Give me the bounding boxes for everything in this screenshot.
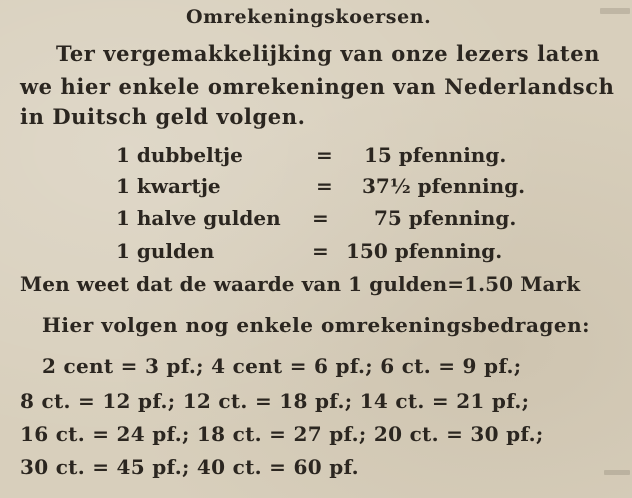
rate-amount: 1 gulden xyxy=(116,239,215,263)
rate-equals: = xyxy=(312,206,329,230)
conversion-list-line-1: 2 cent = 3 pf.; 4 cent = 6 pf.; 6 ct. = 9 pf.; xyxy=(42,354,522,378)
rate-equals: = xyxy=(312,239,329,263)
intro-line-2: we hier enkele omrekeningen van Nederlandsch xyxy=(20,74,615,99)
rate-value: 37½ pfenning. xyxy=(362,174,526,198)
conversion-list-line-3: 16 ct. = 24 pf.; 18 ct. = 27 pf.; 20 ct. = 30 pf.; xyxy=(20,422,544,446)
conversion-list-line-4: 30 ct. = 45 pf.; 40 ct. = 60 pf. xyxy=(20,455,359,479)
rate-amount: 1 dubbeltje xyxy=(116,143,243,167)
rate-value: 15 pfenning. xyxy=(364,143,507,167)
adjacent-column-fragment xyxy=(600,8,630,14)
rate-amount: 1 halve gulden xyxy=(116,206,281,230)
adjacent-column-fragment xyxy=(604,470,630,475)
rate-amount: 1 kwartje xyxy=(116,174,221,198)
intro-line-3: in Duitsch geld volgen. xyxy=(20,104,306,129)
follow-heading: Hier volgen nog enkele omrekeningsbedragen: xyxy=(42,313,591,337)
conversion-list-line-2: 8 ct. = 12 pf.; 12 ct. = 18 pf.; 14 ct. = 21 pf.; xyxy=(20,389,530,413)
rate-value: 150 pfenning. xyxy=(346,239,503,263)
rate-value: 75 pfenning. xyxy=(374,206,517,230)
rate-equals: = xyxy=(316,143,333,167)
rate-equals: = xyxy=(316,174,333,198)
intro-line-1: Ter vergemakkelijking van onze lezers laten xyxy=(56,41,601,66)
article-title: Omrekeningskoersen. xyxy=(186,6,432,28)
value-note: Men weet dat de waarde van 1 gulden=1.50 Mark xyxy=(20,272,581,296)
